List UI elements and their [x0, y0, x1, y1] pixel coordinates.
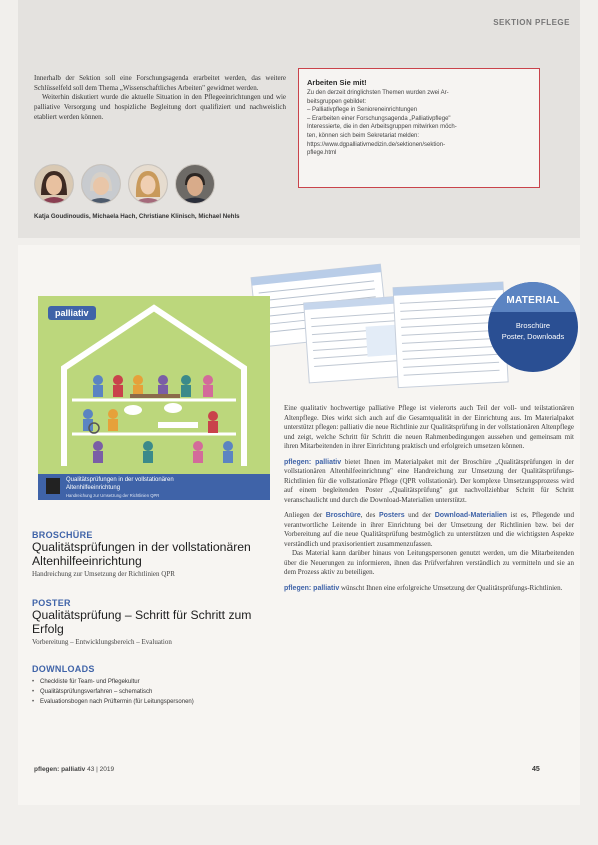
body-paragraph [284, 584, 574, 594]
downloads-block [32, 664, 282, 707]
avatar [128, 164, 168, 204]
body-text: Anliegen der [284, 511, 326, 519]
brand-name: pflegen: palliativ [284, 458, 342, 466]
author-names: Katja Goudinoudis, Michaela Hach, Christiane Klinisch, Michael Nehls [34, 213, 240, 220]
brochure-subtitle: Handreichung zur Umsetzung der Richtlinien QPR [32, 570, 175, 578]
body-text: ist es, Pflegende und verantwortliche Leitende in ihrer Einrichtung bei der Umsetzung der Richtlinien bzw. bei der Vorbereitung auf die neue Qualitätsprüfung bestmöglich zu unterstützen und die wichtigsten Aspekte verständlich und praxisorientiert zusammenzufassen. [284, 511, 574, 548]
info-line: – Palliativpflege in Senioreneinrichtungen [307, 107, 418, 114]
download-documents-illustration [246, 262, 516, 402]
downloads-list [32, 677, 282, 707]
material-badge-title: MATERIAL [488, 282, 578, 312]
poster-block [32, 598, 282, 646]
info-link[interactable]: pflege.html [307, 150, 337, 157]
cover-subtitle: Handreichung zur Umsetzung der Richtlinien QPR [66, 493, 160, 498]
material-badge [488, 282, 578, 372]
info-line: Interessierte, die in den Arbeitsgruppen mitwirken möch- [307, 124, 457, 131]
cover-title [66, 477, 266, 492]
footer-issue: 43 | 2019 [85, 766, 115, 773]
section-tag: SEKTION PFLEGE [493, 18, 570, 27]
info-line: ten, können sich beim Sekretariat melden: [307, 132, 420, 139]
footer-journal [34, 766, 114, 773]
intro-paragraph-2: Weiterhin diskutiert wurde die aktuelle Situation in den Pflegeeinrichtungen und wie palliative Versorgung und hospizliche Begleitung dort qualifiziert und nachweislich etabliert werden können. [34, 93, 286, 121]
page-number: 45 [532, 766, 540, 773]
body-paragraph [284, 458, 574, 506]
body-paragraph: Das Material kann darüber hinaus von Leitungspersonen genutzt werden, um die Mitarbeitenden über die Neuerungen zu informieren, ihnen das Prüfverfahren verständlich zu vermitteln und sie an dem Prozess aktiv zu beteiligen. [284, 549, 574, 576]
list-item[interactable]: • Checkliste für Team- und Pflegekultur [32, 677, 282, 687]
list-item[interactable]: • Evaluationsbogen nach Prüftermin (für Leitungspersonen) [32, 697, 282, 707]
info-line: – Erarbeiten einer Forschungsagenda „Palliativpflege" [307, 115, 451, 122]
highlight-poster: Posters [378, 512, 405, 519]
author-photos [34, 164, 215, 204]
material-badge-line: Broschüre [515, 321, 551, 330]
brochure-label: BROSCHÜRE [32, 530, 93, 540]
info-box-title: Arbeiten Sie mit! [307, 78, 367, 87]
material-badge-items [488, 320, 578, 342]
poster-subtitle: Vorbereitung – Entwicklungsbereich – Evaluation [32, 638, 172, 646]
avatar [175, 164, 215, 204]
house-illustration [38, 296, 270, 500]
avatar [81, 164, 121, 204]
cover-title-line: Altenhilfeeinrichtung [66, 484, 121, 491]
intro-text [34, 74, 286, 123]
body-text: bietet Ihnen im Materialpaket mit der Broschüre „Qualitätsprüfungen in der vollstationären Altenhilfeeinrichtung" eine Handreichung zur Umsetzung der Qualitätsprüfungs-Richtlinien für die vollstationäre Pflege (QPR vollstationär). Der komplexe Umsetzungsprozess wird auf einem begleitenden Poster „Qualitätsprüfung" gut nachvollziehbar Schritt für Schritt veranschaulicht und durch die Download-Materialien unterstützt. [284, 457, 574, 504]
intro-paragraph-1: Innerhalb der Sektion soll eine Forschungsagenda erarbeitet werden, das weitere Schlüsselfeld soll dem Thema „Wissenschaftliches Arbeiten" gewidmet werden. [34, 74, 286, 92]
list-item[interactable]: • Qualitätsprüfungsverfahren – schematisch [32, 687, 282, 697]
poster-title: Qualitätsprüfung – Schritt für Schritt zum Erfolg [32, 608, 252, 636]
publisher-mark [46, 478, 60, 494]
brochure-cover [38, 296, 270, 500]
info-line: beitsgruppen gebildet: [307, 98, 367, 105]
downloads-label: DOWNLOADS [32, 664, 95, 674]
brochure-title: Qualitätsprüfungen in der vollstationären Altenhilfeeinrichtung [32, 540, 251, 568]
body-text: und der [404, 511, 435, 519]
footer-brand: pflegen: palliativ [34, 766, 86, 773]
article-body [284, 404, 574, 599]
info-box [298, 68, 540, 188]
poster-label: POSTER [32, 598, 71, 608]
highlight-brochure: Broschüre [325, 512, 361, 519]
palliativ-logo: palliativ [48, 306, 96, 320]
info-link[interactable]: https://www.dgpalliativmedizin.de/sektionen/sektion- [307, 141, 446, 148]
cover-title-line: Qualitätsprüfungen in der vollstationären [66, 477, 174, 483]
brochure-block [32, 530, 282, 578]
info-box-text [307, 89, 531, 158]
info-line: Zu den derzeit dringlichsten Themen wurden zwei Ar- [307, 90, 449, 96]
body-text: wünscht Ihnen eine erfolgreiche Umsetzung der Qualitätsprüfungs-Richtlinien. [339, 583, 563, 592]
body-paragraph [284, 511, 574, 549]
brand-name: pflegen: palliativ [284, 584, 340, 592]
body-text: , des [360, 511, 379, 519]
avatar [34, 164, 74, 204]
highlight-downloads: Download-Materialien [434, 512, 508, 519]
body-paragraph: Eine qualitativ hochwertige palliative Pflege ist vielerorts auch Teil der voll- und teilstationären Altenpflege. Dies wirkt sich auch auf die Gesamtqualität in der Einrichtung aus. Im Materialpaket unterstützt pflegen: palliativ die neue Richtlinie zur Qualitätsprüfung in der vollstationären Altenpflege und zeigt, welche Schritt für Schritt die neuen Rahmenbedingungen aussehen und gemeinsam mit ihren Mitarbeitenden in ihrer Einrichtung praktisch und erfolgreich umsetzen können. [284, 404, 574, 450]
material-badge-line: Poster, Downloads [501, 332, 565, 341]
